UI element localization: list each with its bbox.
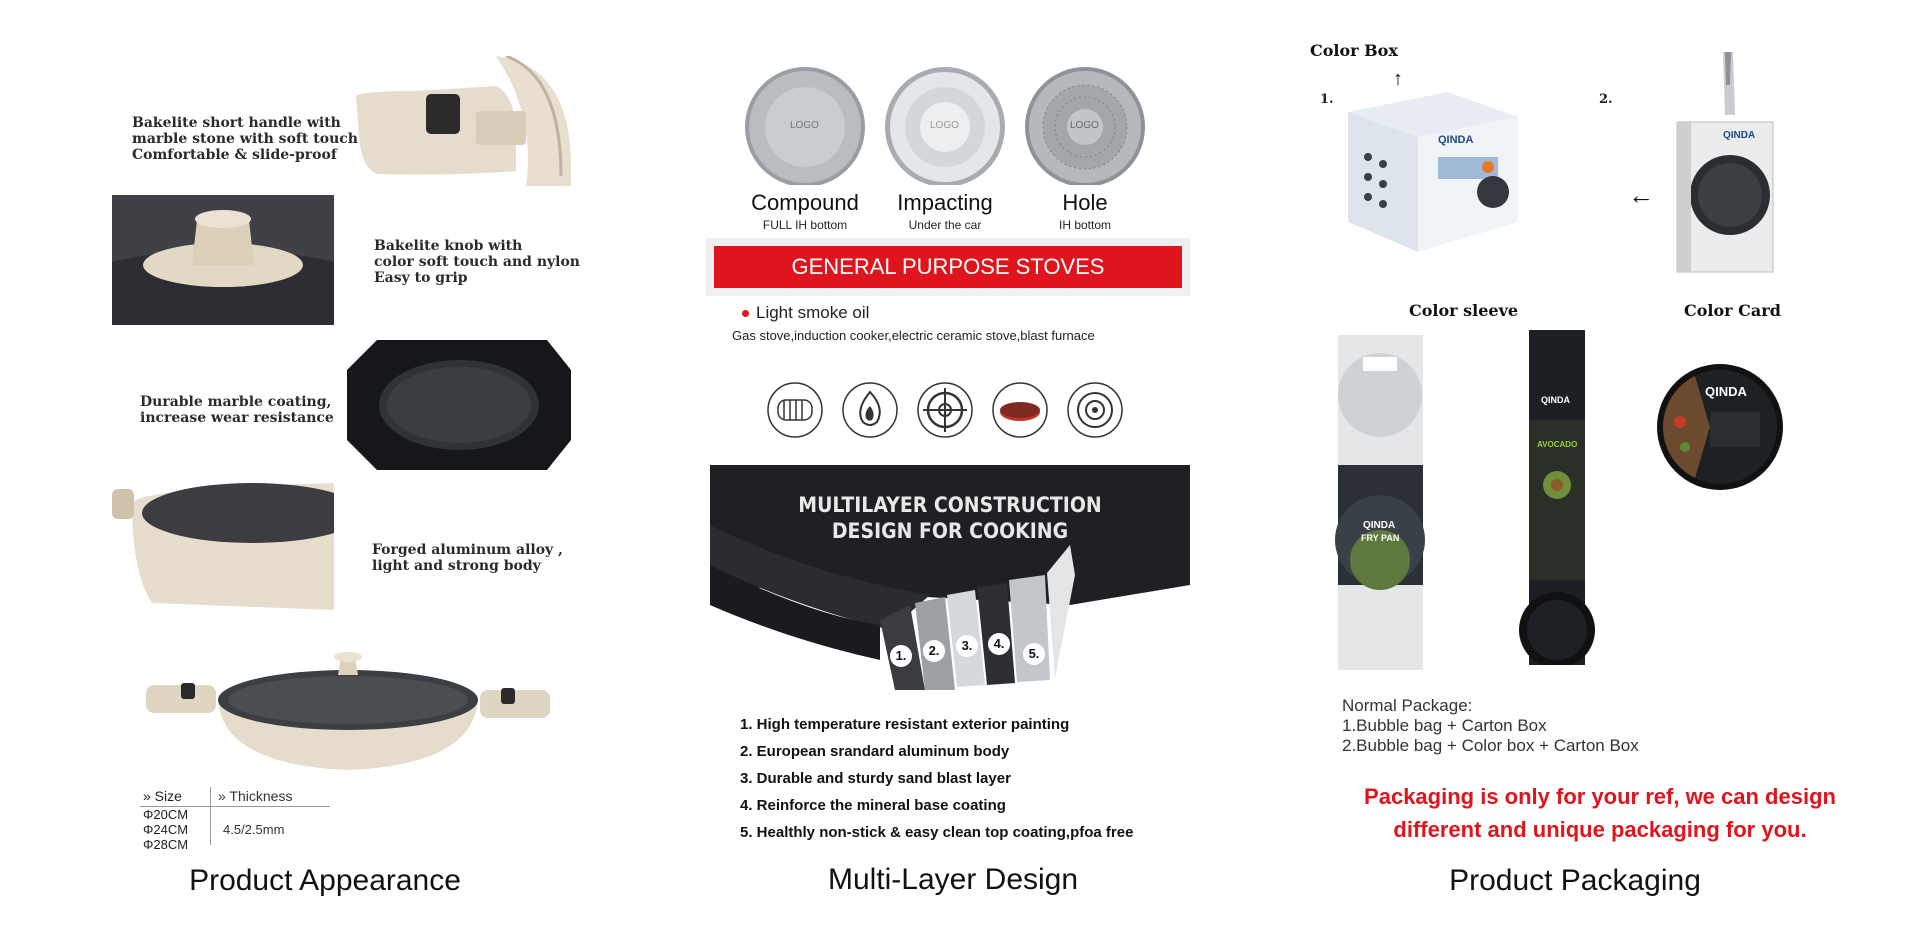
caption-product-appearance: Product Appearance [189,864,461,897]
feature-list-item: 2. European srandard aluminum body [740,743,1010,760]
thickness-header: » Thickness [218,788,293,804]
multi-layer-panel [640,0,1280,947]
normal-package-option-2: 2.Bubble bag + Color box + Carton Box [1342,736,1639,755]
full-pot-photo [143,645,553,775]
brand-logo: QINDA [1705,384,1747,399]
color-box-image [1338,72,1523,257]
size-row: Φ24CM [143,822,189,837]
feature-list-item: 5. Healthly non-stick & easy clean top coating,pfoa free [740,824,1134,841]
up-arrow-icon: ↑ [1393,68,1403,90]
bottom-logo: LOGO [790,120,819,131]
product-appearance-panel [0,0,640,947]
color-sleeve-1-image [1333,335,1428,670]
bottom-logo: LOGO [930,120,959,131]
feature-list-item: 4. Reinforce the mineral base coating [740,797,1006,814]
coating-photo [347,340,571,470]
bottom-name-hole: Hole [1062,190,1108,215]
color-card-image [1655,362,1785,492]
stove-icons-row [765,380,1155,440]
sleeve-product-name: FRY PAN [1361,533,1400,543]
packaging-note-line-1: Packaging is only for your ref, we can design [1364,784,1836,809]
brand-logo: QINDA [1723,130,1756,141]
gas-burner-icon [918,383,972,437]
brand-logo: QINDA [1438,134,1474,146]
feature-list-item: 1. High temperature resistant exterior painting [740,716,1070,733]
layer-number: 4. [988,633,1010,655]
bottom-sub-hole: IH bottom [1058,218,1112,232]
construction-title-2: DESIGN FOR COOKING [831,519,1069,543]
handle-photo [356,56,571,186]
bottom-sub-impacting: Under the car [908,218,982,232]
color-box-title: Color Box [1310,41,1398,60]
caption-multi-layer-design: Multi-Layer Design [827,863,1079,896]
left-arrow-icon: ← [1628,180,1654,210]
multilayer-construction-image [710,465,1190,710]
packaging-note-line-2: different and unique packaging for you. [1393,817,1807,842]
feature-text-handle: Bakelite short handle with marble stone with soft touch Comfortable & slide-proof [132,115,358,163]
stove-types: Gas stove,induction cooker,electric ceramic stove,blast furnace [732,328,1095,343]
feature-list-item: 3. Durable and sturdy sand blast layer [740,770,1011,787]
electric-hob-icon [1068,383,1122,437]
body-photo [112,483,334,610]
bottom-logo: LOGO [1070,120,1099,131]
feature-text-body: Forged aluminum alloy , light and strong body [372,542,563,574]
normal-package-option-1: 1.Bubble bag + Carton Box [1342,716,1547,735]
normal-package-title: Normal Package: [1342,696,1473,715]
knob-photo [112,195,334,325]
size-table-vline [210,787,211,845]
size-row: Φ28CM [143,837,189,852]
num-2: 2. [1599,92,1613,107]
brand-logo: QINDA [1363,520,1396,531]
construction-title-1: MULTILAYER CONSTRUCTION [798,493,1102,517]
layer-number: 5. [1023,643,1045,665]
layer-number: 2. [923,640,945,662]
bullet-dot [742,310,749,317]
thickness-value: 4.5/2.5mm [223,822,285,837]
color-sleeve-title: Color sleeve [1409,301,1519,320]
size-header: » Size [143,788,182,804]
ceramic-plate-icon [993,383,1047,437]
feature-text-coating: Durable marble coating, increase wear resistance [140,394,334,426]
size-row: Φ20CM [143,807,189,822]
feature-text-knob: Bakelite knob with color soft touch and nylon Easy to grip [374,238,580,286]
bottom-name-impacting: Impacting [897,190,993,215]
bullet-text: Light smoke oil [756,303,870,322]
bottom-name-compound: Compound [751,190,859,215]
general-purpose-banner: GENERAL PURPOSE STOVES [714,246,1182,288]
num-1: 1. [1320,92,1334,107]
sleeve-product-name: AVOCADO [1537,440,1578,449]
induction-coil-icon [768,383,822,437]
bottom-sub-compound: FULL IH bottom [762,218,848,232]
caption-product-packaging: Product Packaging [1449,864,1701,897]
layer-number: 1. [890,645,912,667]
fry-pan-set-image [1675,50,1775,275]
product-packaging-panel [1280,0,1920,947]
brand-logo: QINDA [1541,395,1570,405]
layer-number: 3. [956,635,978,657]
color-card-title: Color Card [1684,301,1781,320]
size-table [138,785,338,852]
color-sleeve-2-image [1517,330,1597,665]
gas-flame-icon [843,383,897,437]
